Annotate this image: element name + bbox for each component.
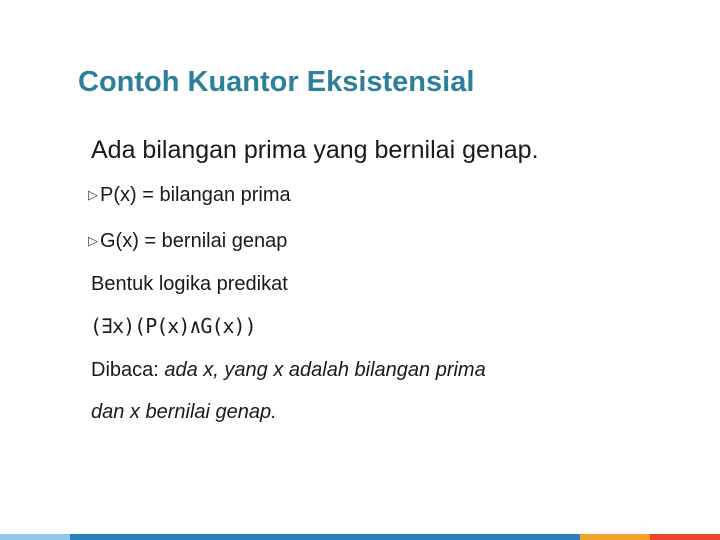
triangle-bullet-icon: ▷ (88, 187, 98, 202)
bullet-item-g (88, 230, 287, 253)
formula: (∃x)(P(x)∧G(x)) (90, 314, 256, 338)
bar-segment-red (650, 534, 720, 540)
bar-segment-light-blue (0, 534, 70, 540)
reading-line-2: dan x bernilai genap. (91, 401, 277, 423)
bar-segment-orange (580, 534, 650, 540)
statement: Ada bilangan prima yang bernilai genap. (91, 136, 539, 164)
reading-text: ada x, yang x adalah bilangan prima (164, 359, 486, 381)
triangle-bullet-icon: ▷ (88, 233, 98, 248)
reading-line-1 (91, 359, 486, 382)
reading-prefix: Dibaca: (91, 359, 165, 381)
form-label: Bentuk logika predikat (91, 273, 288, 295)
bullet-text: G(x) = bernilai genap (100, 230, 288, 252)
bullet-item-p (88, 184, 291, 207)
bullet-text: P(x) = bilangan prima (100, 184, 291, 206)
bottom-color-bar (0, 534, 720, 540)
bar-segment-blue (70, 534, 580, 540)
slide-title: Contoh Kuantor Eksistensial (78, 66, 475, 98)
